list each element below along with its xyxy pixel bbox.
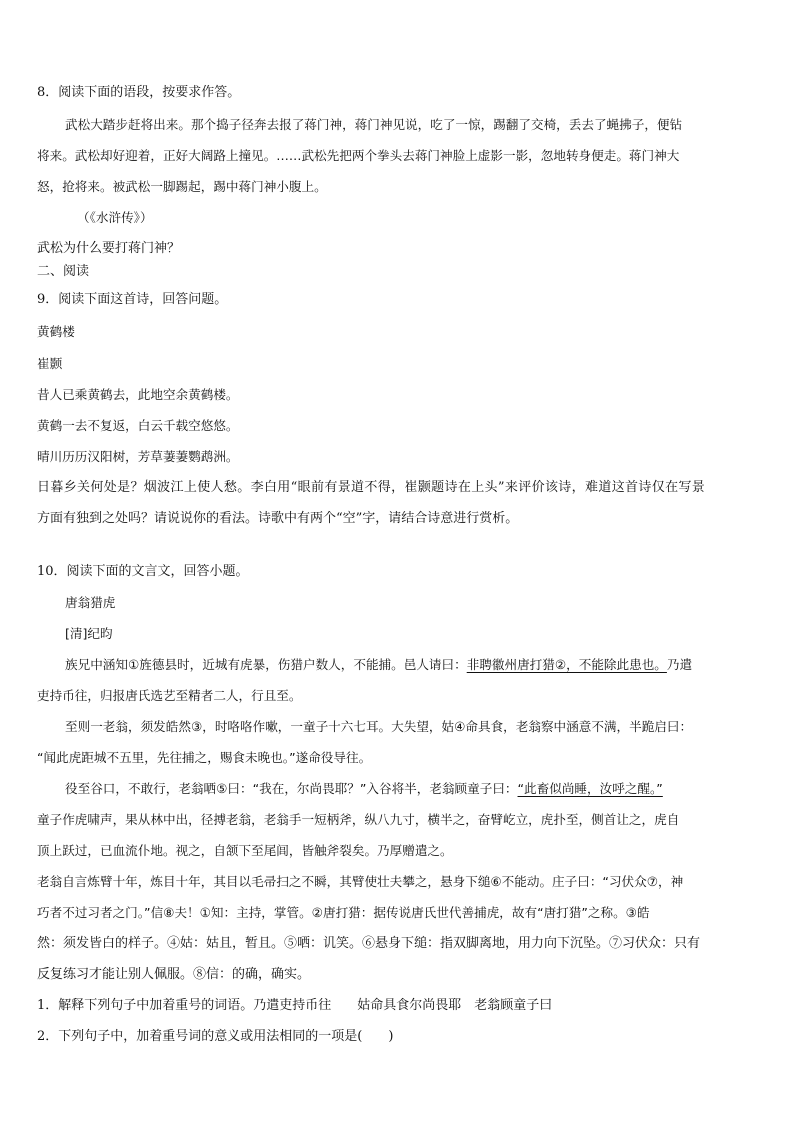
- q8-passage-line-3: 怒，抢将来。被武松一脚踢起，踢中蒋门神小腹上。: [37, 179, 327, 194]
- q10-passage-line-6: 童子作虎啸声，果从林中出，径搏老翁，老翁手一短柄斧，纵八九寸，横半之，奋臂屹立，虎扑至，侧首让之，虎自: [37, 812, 680, 827]
- q8-question: 武松为什么要打蒋门神？: [37, 241, 181, 256]
- q8-title: 8．阅读下面的语段，按要求作答。: [37, 85, 241, 100]
- q9-poem-line-1: 昔人已乘黄鹤去，此地空余黄鹤楼。: [37, 387, 239, 402]
- q10-passage-line-7: 顶上跃过，已血流仆地。视之，自颔下至尾闾，皆触斧裂矣。乃厚赠遣之。: [37, 843, 453, 858]
- q9-title: 9．阅读下面这首诗，回答问题。: [37, 292, 228, 307]
- q10-passage-line-5: [65, 780, 663, 798]
- underlined-sentence: 非聘徽州唐打猎②，不能除此患也。: [466, 657, 667, 672]
- passage-text: 乃遣: [666, 657, 693, 672]
- q9-poem-author: 崔颢: [37, 356, 63, 371]
- q9-question-line-1: 日暮乡关何处是？烟波江上使人愁。李白用“眼前有景道不得，崔颢题诗在上头”来评价该诗，难道这首诗仅在写景: [37, 480, 706, 495]
- q10-subquestion-2: 2．下列句子中，加着重号词的意义或用法相同的一项是( ): [37, 1029, 394, 1044]
- q9-poem-title: 黄鹤楼: [37, 324, 75, 339]
- q9-poem-line-3: 晴川历历汉阳树，芳草萋萋鹦鹉洲。: [37, 449, 239, 464]
- q8-passage-line-2: 将来。武松却好迎着，正好大阔路上撞见。……武松先把两个拳头去蒋门神脸上虚影一影，忽地转身便走。蒋门神大: [37, 148, 680, 163]
- q9-poem-line-2: 黄鹤一去不复返，白云千载空悠悠。: [37, 418, 239, 433]
- q10-passage-line-8: 老翁自言炼臂十年，炼目十年，其目以毛帚扫之不瞬，其臂使壮夫攀之，悬身下缒⑥不能动。庄子曰：“习伏众⑦，神: [37, 874, 684, 889]
- q10-notes-line-2: 反复练习才能让别人佩服。⑧信：的确，确实。: [37, 967, 311, 982]
- q10-passage-line-4: “闻此虎距城不五里，先往捕之，赐食未晚也。”遂命役导往。: [37, 750, 372, 765]
- q8-passage-line-1: 武松大踏步赶将出来。那个捣子径奔去报了蒋门神，蒋门神见说，吃了一惊，踢翻了交椅，丢去了蝇拂子，便钻: [65, 117, 683, 132]
- underlined-sentence: “此畜似尚睡，汝呼之醒。”: [517, 781, 663, 796]
- q10-passage-line-2: 吏持币往，归报唐氏选艺至精者二人，行且至。: [37, 688, 302, 703]
- q10-subquestion-1: 1．解释下列句子中加着重号的词语。乃遣吏持币往 姑命具食尔尚畏耶 老翁顾童子曰: [37, 998, 553, 1013]
- q8-source: （《水浒传》）: [77, 210, 153, 225]
- q10-text-author: [清]纪昀: [65, 626, 113, 641]
- q10-passage-line-3: 至则一老翁，须发皓然③，时咯咯作嗽，一童子十六七耳。大失望，姑④命具食，老翁察中涵意不满，半跪启曰：: [65, 719, 693, 734]
- q10-passage-line-9: 巧者不过习者之门。”信⑧夫！①知：主持，掌管。②唐打猎：据传说唐氏世代善捕虎，故有“唐打猎”之称。③皓: [37, 905, 650, 920]
- q10-passage-line-1: [65, 656, 692, 674]
- q10-text-title: 唐翁猎虎: [65, 595, 116, 610]
- q9-question-line-2: 方面有独到之处吗？请说说你的看法。诗歌中有两个“空”字，请结合诗意进行赏析。: [37, 511, 519, 526]
- section-heading-reading: 二、阅读: [37, 264, 90, 279]
- passage-text: 役至谷口，不敢行，老翁哂⑤曰：“我在，尔尚畏耶？”入谷将半，老翁顾童子曰：: [65, 781, 518, 796]
- q10-notes-line-1: 然：须发皆白的样子。④姑：姑且，暂且。⑤哂：讥笑。⑥悬身下缒：指双脚离地，用力向下沉坠。⑦习伏众：只有: [37, 936, 701, 951]
- q10-title: 10．阅读下面的文言文，回答小题。: [37, 564, 249, 579]
- passage-text: 族兄中涵知①旌德县时，近城有虎暴，伤猎户数人，不能捕。邑人请曰：: [65, 657, 467, 672]
